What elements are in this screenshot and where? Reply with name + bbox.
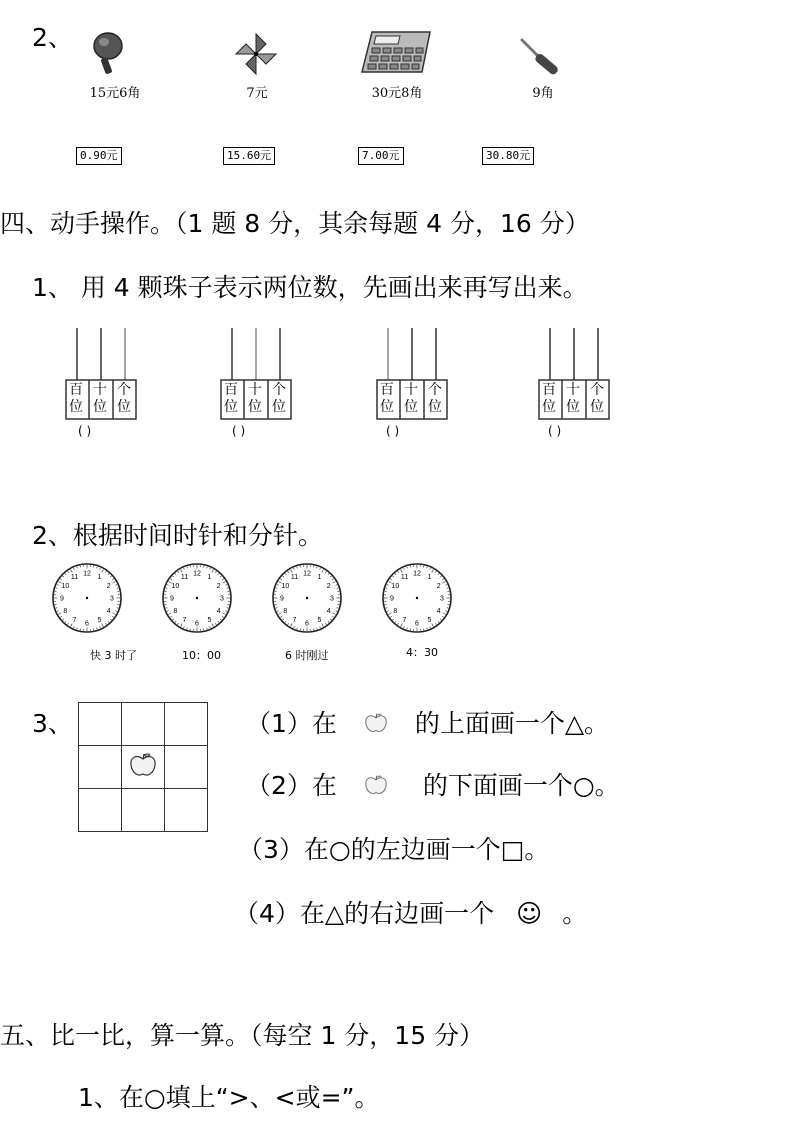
instruction-text: （3）在○的左边画一个□。 (238, 835, 550, 864)
answer-blank[interactable]: ( ) (232, 424, 246, 438)
clock-face[interactable] (380, 561, 454, 635)
instruction-text: （1）在 (246, 709, 337, 738)
clock-center (306, 597, 308, 599)
clock-numeral: 5 (427, 617, 432, 625)
abacus (220, 328, 292, 420)
item-price-label: 7元 (246, 86, 268, 101)
clock-numeral: 2 (216, 583, 221, 590)
clock-numeral: 10 (281, 583, 290, 590)
answer-blank[interactable]: ( ) (78, 424, 92, 438)
question-text: 2、根据时间时针和分针。 (32, 521, 323, 550)
place-label: 十 (404, 382, 418, 398)
clock-numeral: 11 (70, 573, 79, 581)
apple-icon (363, 774, 389, 796)
clock-label: 快 3 时了 (90, 649, 137, 662)
place-label: 位 (224, 399, 238, 415)
abacus (376, 328, 448, 420)
abacus (65, 328, 137, 420)
clock-numeral: 11 (180, 573, 189, 581)
clock-numeral: 1 (97, 573, 102, 581)
place-label: 十 (566, 382, 580, 398)
place-label: 位 (272, 399, 286, 415)
instruction-line (246, 704, 609, 740)
item-price-label: 30元8角 (371, 86, 423, 101)
clock-numeral: 7 (72, 617, 77, 625)
clock-numeral: 10 (61, 583, 70, 590)
section-heading: 四、动手操作。（1 题 8 分，其余每题 4 分，16 分） (0, 209, 590, 238)
clock-center (196, 597, 198, 599)
clock-numeral: 5 (317, 617, 322, 625)
place-label: 百 (380, 382, 394, 398)
place-label: 位 (117, 399, 131, 415)
place-label: 位 (590, 399, 604, 415)
grid-cell[interactable] (122, 789, 165, 832)
place-label: 位 (248, 399, 262, 415)
section-heading: 五、比一比，算一算。（每空 1 分，15 分） (0, 1021, 485, 1050)
clock-numeral: 11 (400, 573, 409, 581)
question-number: 2、 (32, 23, 73, 52)
clock-numeral: 6 (195, 620, 199, 628)
clock-numeral: 2 (106, 583, 111, 590)
clock-numeral: 8 (283, 608, 288, 615)
clock-numeral: 10 (171, 583, 180, 590)
answer-blank[interactable]: ( ) (548, 424, 562, 438)
place-label: 十 (248, 382, 262, 398)
grid-cell[interactable] (165, 703, 208, 746)
clock-numeral: 7 (182, 617, 187, 625)
instruction-text: 的上面画一个△。 (414, 709, 610, 738)
clock-numeral: 6 (415, 620, 419, 628)
apple-icon (129, 752, 157, 778)
clock-numeral: 1 (207, 573, 212, 581)
instruction-text: （4）在△的右边画一个 (234, 899, 495, 928)
clock-numeral: 1 (317, 573, 322, 581)
question-text: 1、在○填上“>、<或=”。 (78, 1083, 380, 1112)
grid-cell[interactable] (79, 789, 122, 832)
clock-numeral: 7 (402, 617, 407, 625)
clock-numeral: 6 (305, 620, 309, 628)
question-text: 1、 用 4 颗珠子表示两位数，先画出来再写出来。 (32, 273, 588, 302)
clock-numeral: 5 (207, 617, 212, 625)
price-box: 15.60元 (223, 147, 275, 165)
place-label: 百 (542, 382, 556, 398)
place-label: 位 (93, 399, 107, 415)
instruction-text: 的下面画一个○。 (422, 771, 620, 800)
clock-numeral: 12 (193, 570, 201, 578)
pinwheel-icon (232, 30, 280, 78)
place-label: 十 (93, 382, 107, 398)
instruction-line (246, 766, 620, 802)
clock-numeral: 2 (436, 583, 441, 590)
grid-cell[interactable] (79, 746, 122, 789)
place-label: 百 (224, 382, 238, 398)
clock-numeral: 9 (280, 595, 284, 603)
question-number: 3、 (32, 709, 73, 738)
item-price-label: 9角 (532, 86, 554, 101)
place-label: 位 (566, 399, 580, 415)
clock-numeral: 4 (326, 608, 331, 615)
instruction-line (234, 894, 587, 930)
clock-numeral: 8 (173, 608, 178, 615)
calculator-icon (360, 30, 434, 74)
clock-numeral: 4 (106, 608, 111, 615)
clock-label: 6 时刚过 (285, 649, 329, 662)
clock-numeral: 9 (170, 595, 174, 603)
answer-blank[interactable]: ( ) (386, 424, 400, 438)
place-label: 个 (428, 382, 442, 398)
instruction-text: 。 (562, 899, 588, 928)
pocket-knife-icon (516, 36, 564, 80)
clock-label: 4：30 (406, 646, 438, 659)
grid-cell[interactable] (165, 746, 208, 789)
place-label: 个 (590, 382, 604, 398)
clock-numeral: 9 (390, 595, 394, 603)
clock-numeral: 8 (393, 608, 398, 615)
clock-center (86, 597, 88, 599)
clock-numeral: 1 (427, 573, 432, 581)
clock-numeral: 11 (290, 573, 299, 581)
price-box: 0.90元 (76, 147, 122, 165)
place-label: 位 (428, 399, 442, 415)
clock-face[interactable] (270, 561, 344, 635)
clock-numeral: 3 (220, 595, 224, 603)
clock-numeral: 7 (292, 617, 297, 625)
clock-numeral: 12 (303, 570, 311, 578)
place-label: 位 (69, 399, 83, 415)
clock-numeral: 3 (110, 595, 114, 603)
place-label: 百 (69, 382, 83, 398)
item-price-label: 15元6角 (89, 86, 141, 101)
grid-cell-center[interactable] (122, 746, 165, 789)
price-box: 7.00元 (358, 147, 404, 165)
clock-numeral: 9 (60, 595, 64, 603)
clock-numeral: 10 (391, 583, 400, 590)
place-label: 个 (272, 382, 286, 398)
grid-cell[interactable] (122, 703, 165, 746)
ping-pong-paddle-icon (88, 30, 128, 78)
price-box: 30.80元 (482, 147, 534, 165)
place-label: 个 (117, 382, 131, 398)
clock-numeral: 4 (216, 608, 221, 615)
position-grid (78, 702, 208, 832)
instruction-line (238, 830, 549, 866)
clock-numeral: 3 (440, 595, 444, 603)
instruction-text: （2）在 (246, 771, 337, 800)
clock-numeral: 8 (63, 608, 68, 615)
abacus (538, 328, 610, 420)
place-label: 位 (542, 399, 556, 415)
clock-label: 10：00 (182, 649, 221, 662)
clock-numeral: 12 (83, 570, 91, 578)
clock-numeral: 12 (413, 570, 421, 578)
clock-numeral: 3 (330, 595, 334, 603)
smiley-icon: ☺ (516, 899, 543, 928)
grid-cell[interactable] (79, 703, 122, 746)
clock-face[interactable] (160, 561, 234, 635)
clock-numeral: 2 (326, 583, 331, 590)
place-label: 位 (404, 399, 418, 415)
clock-center (416, 597, 418, 599)
grid-cell[interactable] (165, 789, 208, 832)
place-label: 位 (380, 399, 394, 415)
clock-numeral: 5 (97, 617, 102, 625)
clock-numeral: 6 (85, 620, 89, 628)
clock-numeral: 4 (436, 608, 441, 615)
apple-icon (363, 712, 389, 734)
clock-face[interactable] (50, 561, 124, 635)
